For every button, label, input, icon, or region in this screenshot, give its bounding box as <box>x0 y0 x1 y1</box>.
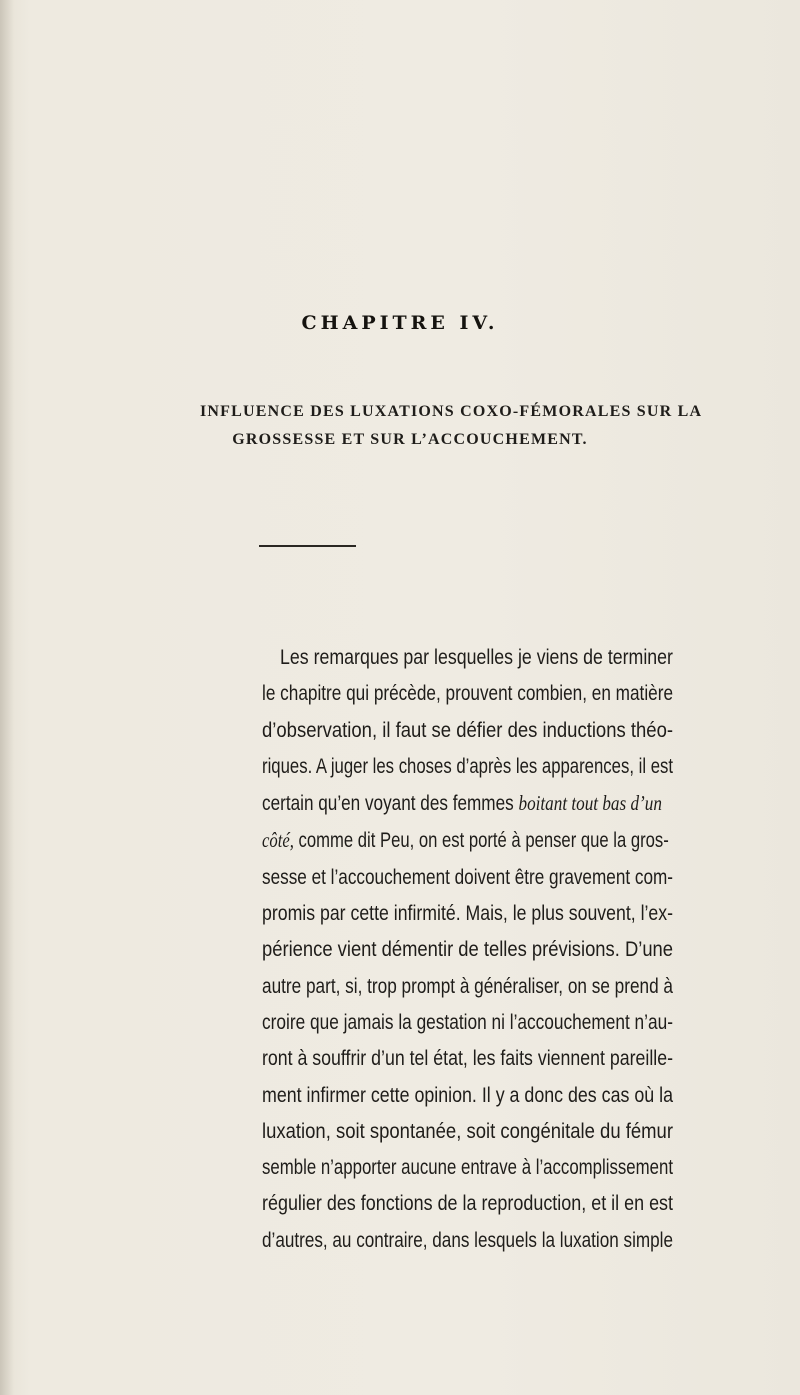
text-line: autre part, si, trop prompt à généraliser, on se prend à <box>262 974 673 998</box>
subtitle-line-2: GROSSESSE ET SUR L’ACCOUCHEMENT. <box>232 431 588 448</box>
text-line: Les remarques par lesquelles je viens de terminer <box>280 646 673 669</box>
text-segment: certain qu’en voyant des femmes <box>262 792 514 816</box>
section-divider <box>259 545 356 547</box>
text-line: d’observation, il faut se défier des inductions théo- <box>262 718 674 742</box>
chapter-subtitle <box>200 398 703 454</box>
text-line: périence vient démentir de telles prévisions. D’une <box>262 938 674 962</box>
text-line: ment infirmer cette opinion. Il y a donc des cas où la <box>262 1083 673 1107</box>
binding-shadow <box>0 0 14 1395</box>
text-line: croire que jamais la gestation ni l’accouchement n’au- <box>262 1010 673 1034</box>
body-paragraph <box>262 640 672 1259</box>
text-line <box>262 785 673 822</box>
text-line: sesse et l’accouchement doivent être gravement com- <box>262 865 674 889</box>
text-line: ront à souffrir d’un tel état, les faits viennent pareille- <box>262 1047 673 1071</box>
text-line: d’autres, au contraire, dans lesquels la luxation simple <box>262 1228 673 1252</box>
text-segment: comme dit Peu, on est porté à penser que la gros- <box>298 829 669 853</box>
text-line: le chapitre qui précède, prouvent combien, en matière <box>262 682 674 706</box>
italic-quote: côté, <box>262 828 294 853</box>
italic-quote: boitant tout bas d’un <box>518 791 662 816</box>
text-line: luxation, soit spontanée, soit congénitale du fémur <box>262 1119 673 1143</box>
text-line: promis par cette infirmité. Mais, le plus souvent, l’ex- <box>262 902 674 926</box>
text-line <box>262 822 673 859</box>
text-line: riques. A juger les choses d’après les apparences, il est <box>262 754 674 778</box>
text-line: semble n’apporter aucune entrave à l’accomplissement <box>262 1156 673 1180</box>
subtitle-line-1: INFLUENCE DES LUXATIONS COXO-FÉMORALES SUR LA <box>200 403 703 420</box>
chapter-title: CHAPITRE IV. <box>301 312 499 334</box>
text-line: régulier des fonctions de la reproduction, et il en est <box>262 1192 674 1216</box>
